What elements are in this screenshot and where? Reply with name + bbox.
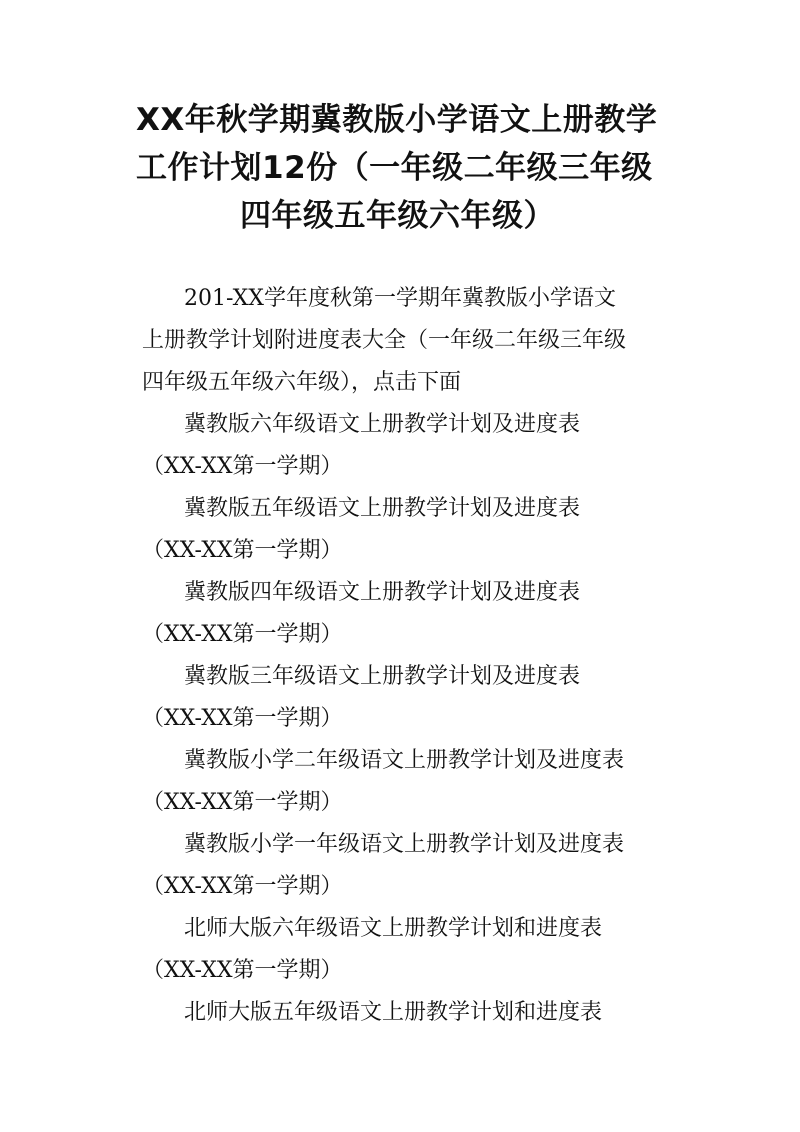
title-line-3: 四年级五年级六年级） — [240, 198, 555, 234]
plan-item-title: 冀教版四年级语文上册教学计划及进度表 — [184, 580, 581, 605]
plan-item-term: （XX-XX第一学期） — [142, 874, 343, 899]
plan-item-title: 北师大版五年级语文上册教学计划和进度表 — [184, 1000, 603, 1025]
plan-item-term: （XX-XX第一学期） — [142, 790, 343, 815]
plan-item-7 — [142, 908, 682, 992]
intro-paragraph — [142, 278, 682, 404]
title-line-1: XX年秋学期冀教版小学语文上册教学 — [136, 102, 658, 138]
plan-item-title: 北师大版六年级语文上册教学计划和进度表 — [184, 916, 603, 941]
plan-item-2 — [142, 488, 682, 572]
plan-item-title: 冀教版六年级语文上册教学计划及进度表 — [184, 412, 581, 437]
plan-item-5 — [142, 740, 682, 824]
plan-item-title: 冀教版小学一年级语文上册教学计划及进度表 — [184, 832, 625, 857]
plan-item-title: 冀教版三年级语文上册教学计划及进度表 — [184, 664, 581, 689]
intro-line-3: 四年级五年级六年级），点击下面 — [142, 370, 462, 395]
title-line-2: 工作计划12份（一年级二年级三年级 — [136, 150, 653, 186]
plan-item-title: 冀教版五年级语文上册教学计划及进度表 — [184, 496, 581, 521]
document-title — [100, 96, 700, 240]
plan-item-title: 冀教版小学二年级语文上册教学计划及进度表 — [184, 748, 625, 773]
plan-item-6 — [142, 824, 682, 908]
plan-item-term: （XX-XX第一学期） — [142, 622, 343, 647]
document-body — [142, 278, 682, 1034]
plan-item-term: （XX-XX第一学期） — [142, 538, 343, 563]
intro-line-1: 201-XX学年度秋第一学期年冀教版小学语文 — [184, 286, 616, 311]
plan-item-4 — [142, 656, 682, 740]
plan-item-3 — [142, 572, 682, 656]
plan-item-8 — [142, 992, 682, 1034]
intro-line-2: 上册教学计划附进度表大全（一年级二年级三年级 — [142, 328, 627, 353]
plan-item-term: （XX-XX第一学期） — [142, 958, 343, 983]
plan-item-1 — [142, 404, 682, 488]
plan-item-term: （XX-XX第一学期） — [142, 706, 343, 731]
plan-item-term: （XX-XX第一学期） — [142, 454, 343, 479]
